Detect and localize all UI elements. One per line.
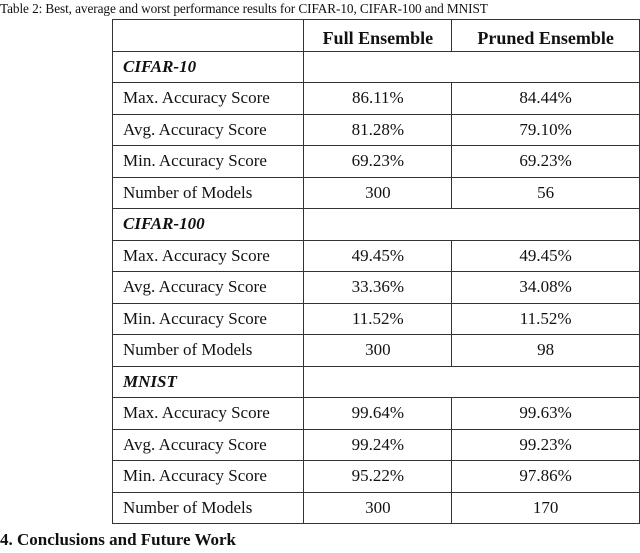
full-ensemble-value: 86.11% (304, 83, 452, 115)
metric-label: Number of Models (113, 335, 304, 367)
table-row (113, 114, 640, 146)
group-empty (304, 366, 640, 398)
table-caption: Table 2: Best, average and worst performance results for CIFAR-10, CIFAR-100 and MNIST (0, 1, 488, 16)
metric-label: Max. Accuracy Score (113, 398, 304, 430)
group-empty (304, 51, 640, 83)
results-table (112, 19, 640, 524)
group-row (113, 209, 640, 241)
table-row (113, 461, 640, 493)
pruned-ensemble-value: 34.08% (452, 272, 640, 304)
full-ensemble-value: 33.36% (304, 272, 452, 304)
metric-label: Min. Accuracy Score (113, 146, 304, 178)
pruned-ensemble-value: 99.63% (452, 398, 640, 430)
pruned-ensemble-value: 69.23% (452, 146, 640, 178)
pruned-ensemble-value: 79.10% (452, 114, 640, 146)
table-row (113, 429, 640, 461)
full-ensemble-value: 81.28% (304, 114, 452, 146)
section-heading: 4. Conclusions and Future Work (0, 530, 237, 549)
full-ensemble-value: 11.52% (304, 303, 452, 335)
metric-label: Avg. Accuracy Score (113, 429, 304, 461)
full-ensemble-value: 99.64% (304, 398, 452, 430)
header-row (113, 20, 640, 52)
table-body (113, 51, 640, 524)
full-ensemble-value: 49.45% (304, 240, 452, 272)
table-row (113, 240, 640, 272)
metric-label: Max. Accuracy Score (113, 240, 304, 272)
table-row (113, 398, 640, 430)
metric-label: Number of Models (113, 492, 304, 524)
pruned-ensemble-value: 49.45% (452, 240, 640, 272)
metric-label: Avg. Accuracy Score (113, 272, 304, 304)
header-pruned-ensemble: Pruned Ensemble (452, 20, 640, 52)
table-row (113, 272, 640, 304)
full-ensemble-value: 95.22% (304, 461, 452, 493)
full-ensemble-value: 300 (304, 492, 452, 524)
full-ensemble-value: 300 (304, 335, 452, 367)
metric-label: Max. Accuracy Score (113, 83, 304, 115)
header-full-ensemble: Full Ensemble (304, 20, 452, 52)
pruned-ensemble-value: 56 (452, 177, 640, 209)
pruned-ensemble-value: 11.52% (452, 303, 640, 335)
pruned-ensemble-value: 170 (452, 492, 640, 524)
group-name: CIFAR-10 (113, 51, 304, 83)
table-row (113, 146, 640, 178)
metric-label: Avg. Accuracy Score (113, 114, 304, 146)
metric-label: Number of Models (113, 177, 304, 209)
table-row (113, 303, 640, 335)
metric-label: Min. Accuracy Score (113, 461, 304, 493)
pruned-ensemble-value: 97.86% (452, 461, 640, 493)
header-empty (113, 20, 304, 52)
pruned-ensemble-value: 84.44% (452, 83, 640, 115)
full-ensemble-value: 99.24% (304, 429, 452, 461)
pruned-ensemble-value: 99.23% (452, 429, 640, 461)
group-row (113, 366, 640, 398)
table-row (113, 177, 640, 209)
group-name: CIFAR-100 (113, 209, 304, 241)
group-empty (304, 209, 640, 241)
group-row (113, 51, 640, 83)
full-ensemble-value: 300 (304, 177, 452, 209)
pruned-ensemble-value: 98 (452, 335, 640, 367)
table-row (113, 492, 640, 524)
group-name: MNIST (113, 366, 304, 398)
table-row (113, 83, 640, 115)
table-row (113, 335, 640, 367)
full-ensemble-value: 69.23% (304, 146, 452, 178)
metric-label: Min. Accuracy Score (113, 303, 304, 335)
